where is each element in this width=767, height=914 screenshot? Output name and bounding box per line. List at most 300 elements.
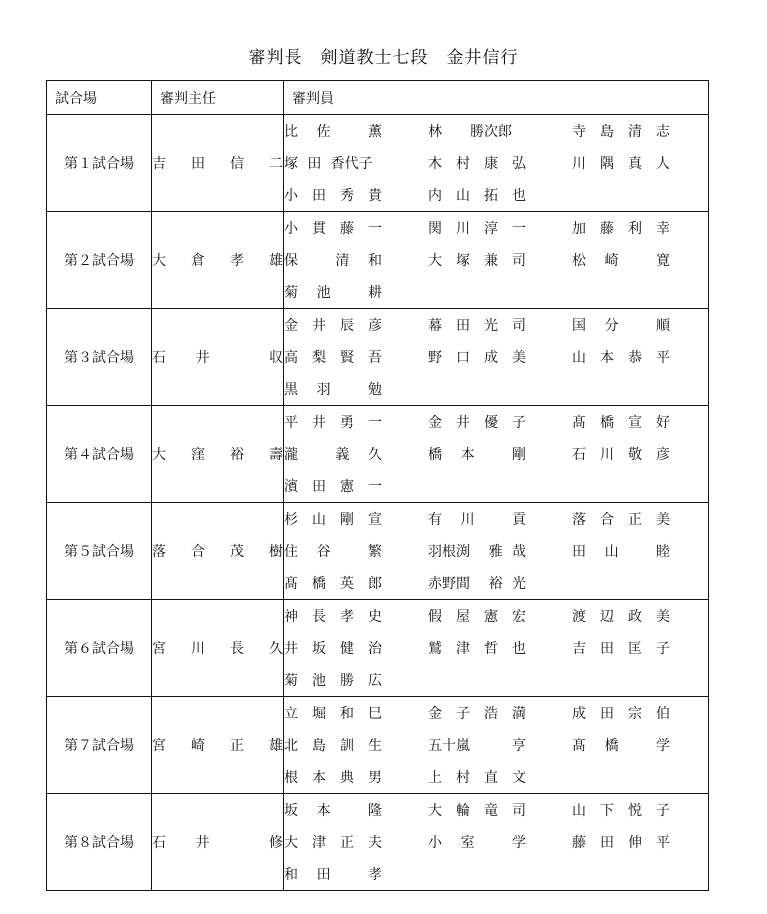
referee-name: [284, 670, 382, 690]
referee-name: [428, 800, 526, 820]
member-line: [284, 147, 708, 179]
name-char: 一: [368, 479, 382, 495]
name-char: 匡: [628, 641, 642, 657]
referee-name: [572, 347, 670, 367]
name-char: 菊: [284, 673, 298, 689]
name-char: 田: [312, 188, 326, 204]
referee-members: [284, 794, 709, 891]
referee-name: [428, 638, 526, 658]
name-char: 剛: [340, 512, 354, 528]
name-char: 輪: [456, 803, 470, 819]
referee-name: [284, 185, 382, 205]
referee-name: [572, 153, 670, 173]
name-char: 梨: [312, 350, 326, 366]
name-char: 剛: [511, 447, 526, 463]
name-char: 壽: [269, 447, 283, 463]
referee-name: [284, 800, 382, 820]
name-char: 正: [230, 738, 244, 754]
name-char: 典: [340, 770, 354, 786]
name-char: 髙: [572, 415, 586, 431]
name-char: 拓: [484, 188, 498, 204]
referee-name: [572, 541, 670, 561]
name-char: 田: [600, 835, 614, 851]
name-char: 清: [335, 253, 350, 269]
name-char: 井: [312, 415, 326, 431]
name-char: 石: [152, 350, 166, 366]
name-char: 平: [656, 835, 670, 851]
name-char: 山: [312, 512, 326, 528]
name-char: 伯: [656, 706, 670, 722]
name-char: 彦: [656, 447, 670, 463]
name-char: 修: [268, 835, 283, 851]
venue-name: 第３試合場: [47, 309, 152, 406]
name-char: 山: [456, 188, 470, 204]
name-char: 真: [628, 156, 642, 172]
referee-name: [428, 509, 526, 529]
name-char: 宣: [368, 512, 382, 528]
name-char: 金: [428, 706, 442, 722]
venue-name: 第１試合場: [47, 115, 152, 212]
name-char: 学: [511, 835, 526, 851]
referee-name: [284, 638, 382, 658]
chief-referee: [152, 212, 284, 309]
name-char: 文: [512, 770, 526, 786]
name-char: 田: [600, 641, 614, 657]
name-char: 吉: [572, 641, 586, 657]
name-char: 憲: [484, 609, 498, 625]
name-char: 満: [512, 706, 526, 722]
name-char: 落: [152, 544, 166, 560]
name-char: 田: [307, 156, 322, 172]
name-char: 敬: [628, 447, 642, 463]
referee-name: [284, 444, 382, 464]
referee-name: [284, 703, 382, 723]
referee-name: [428, 412, 526, 432]
name-char: 憲: [340, 479, 354, 495]
name-char: 睦: [655, 544, 670, 560]
name-char: 山: [604, 544, 619, 560]
name-char: 隅: [600, 156, 614, 172]
name-char: 竜: [484, 803, 498, 819]
name-char: 大: [152, 253, 166, 269]
venue-name: 第２試合場: [47, 212, 152, 309]
name-char: 司: [512, 803, 526, 819]
name-char: 本: [316, 803, 331, 819]
name-char: 羽根渕: [428, 544, 470, 560]
name-char: 也: [512, 188, 526, 204]
name-char: 倉: [191, 253, 205, 269]
name-char: 政: [628, 609, 642, 625]
name-char: 合: [600, 512, 614, 528]
name-char: 一: [368, 221, 382, 237]
member-line: [284, 503, 708, 535]
table-row: [47, 794, 709, 891]
name-char: 悦: [628, 803, 642, 819]
name-char: 濱: [284, 479, 298, 495]
chief-referee: [152, 503, 284, 600]
name-char: 本: [600, 350, 614, 366]
name-char: 川: [456, 221, 470, 237]
member-line: [284, 826, 708, 858]
name-char: 吉: [152, 156, 166, 172]
name-char: 哉: [511, 544, 526, 560]
name-char: 山: [572, 803, 586, 819]
referee-name: [572, 703, 670, 723]
referee-name: [284, 315, 382, 335]
name-char: 和: [340, 706, 354, 722]
referee-name: [284, 153, 382, 173]
referee-name: [284, 767, 382, 787]
table-row: [47, 212, 709, 309]
name-char: 亨: [512, 738, 526, 754]
referee-name: [572, 121, 670, 141]
name-char: 和: [284, 867, 298, 883]
venue-name: 第５試合場: [47, 503, 152, 600]
name-char: 平: [284, 415, 298, 431]
name-char: 成: [572, 706, 586, 722]
referee-name: [428, 250, 526, 270]
name-char: 清: [628, 124, 642, 140]
referee-name: [428, 541, 526, 561]
name-char: 石: [572, 447, 586, 463]
name-char: 健: [340, 641, 354, 657]
name-char: 杉: [284, 512, 298, 528]
name-char: 下: [600, 803, 614, 819]
name-char: 有: [428, 512, 442, 528]
chief-referee: [152, 309, 284, 406]
name-char: 伸: [628, 835, 642, 851]
referee-name: [284, 218, 382, 238]
name-char: 孝: [230, 253, 244, 269]
name-char: 訓: [340, 738, 354, 754]
name-char: 井: [195, 350, 210, 366]
header-members: 審判員: [284, 81, 709, 115]
name-char: 茂: [230, 544, 244, 560]
name-char: 根: [284, 770, 298, 786]
name-char: 井: [195, 835, 210, 851]
referee-name: [428, 703, 526, 723]
name-char: 藤: [600, 221, 614, 237]
name-char: 池: [312, 673, 326, 689]
name-char: 耕: [367, 285, 382, 301]
name-char: 大: [428, 803, 442, 819]
member-line: [284, 341, 708, 373]
referee-name: [572, 444, 670, 464]
page-title: 審判長 剣道教士七段 金井信行: [248, 48, 519, 68]
name-char: 谷: [316, 544, 331, 560]
name-char: 長: [230, 641, 244, 657]
name-char: 大: [428, 253, 442, 269]
referee-name: [284, 250, 382, 270]
name-char: 保: [284, 253, 298, 269]
name-char: 雄: [269, 253, 283, 269]
member-line: [284, 664, 708, 696]
name-char: 勝次郎: [470, 124, 512, 140]
referee-name: [284, 573, 382, 593]
name-char: 光: [511, 576, 526, 592]
name-char: 分: [604, 318, 619, 334]
name-char: 石: [152, 835, 166, 851]
name-char: 淳: [484, 221, 498, 237]
name-char: 賢: [340, 350, 354, 366]
name-char: 収: [268, 350, 283, 366]
member-line: [284, 373, 708, 405]
name-char: 治: [368, 641, 382, 657]
table-row: [47, 309, 709, 406]
member-line: [284, 858, 708, 890]
name-char: 井: [284, 641, 298, 657]
name-char: 塚: [456, 253, 470, 269]
name-char: 上: [428, 770, 442, 786]
chief-referee: [152, 115, 284, 212]
chief-referee: [152, 794, 284, 891]
referee-name: [284, 347, 382, 367]
referee-name: [284, 476, 382, 496]
table-row: [47, 503, 709, 600]
name-char: 崎: [604, 253, 619, 269]
name-char: 正: [340, 835, 354, 851]
name-char: 田: [316, 867, 331, 883]
name-char: 幕: [428, 318, 442, 334]
table-row: [47, 406, 709, 503]
name-char: 郎: [368, 576, 382, 592]
name-char: 島: [600, 124, 614, 140]
name-char: 広: [368, 673, 382, 689]
name-char: 吾: [368, 350, 382, 366]
referee-name: [572, 800, 670, 820]
referee-name: [572, 218, 670, 238]
name-char: 井: [312, 318, 326, 334]
name-char: 田: [456, 318, 470, 334]
name-char: 子: [512, 415, 526, 431]
name-char: 男: [368, 770, 382, 786]
member-line: [284, 179, 708, 211]
name-char: 内: [428, 188, 442, 204]
name-char: 住: [284, 544, 298, 560]
name-char: 正: [628, 512, 642, 528]
chief-referee: [152, 406, 284, 503]
name-char: 夫: [368, 835, 382, 851]
name-char: 美: [512, 350, 526, 366]
name-char: 繁: [367, 544, 382, 560]
name-char: 好: [656, 415, 670, 431]
name-char: 本: [460, 447, 475, 463]
name-char: 村: [456, 156, 470, 172]
referee-name: [284, 832, 382, 852]
name-char: 大: [284, 835, 298, 851]
chief-referee: [152, 697, 284, 794]
name-char: 和: [367, 253, 382, 269]
venue-name: 第４試合場: [47, 406, 152, 503]
name-char: 勝: [340, 673, 354, 689]
referee-name: [284, 282, 382, 302]
name-char: 秀: [340, 188, 354, 204]
member-line: [284, 115, 708, 147]
name-char: 孝: [367, 867, 382, 883]
name-char: 香代子: [330, 156, 373, 172]
name-char: 薫: [367, 124, 382, 140]
name-char: 坂: [312, 641, 326, 657]
name-char: 坂: [284, 803, 298, 819]
name-char: 義: [335, 447, 350, 463]
table-header-row: [47, 81, 709, 115]
member-line: [284, 794, 708, 826]
name-char: 巳: [368, 706, 382, 722]
name-char: 渡: [572, 609, 586, 625]
name-char: 也: [512, 641, 526, 657]
name-char: 立: [284, 706, 298, 722]
name-char: 生: [368, 738, 382, 754]
name-char: 宣: [628, 415, 642, 431]
referee-name: [428, 185, 526, 205]
member-line: [284, 567, 708, 599]
name-char: 平: [656, 350, 670, 366]
member-line: [284, 470, 708, 502]
name-char: 美: [656, 512, 670, 528]
name-char: 藤: [340, 221, 354, 237]
name-char: 合: [191, 544, 205, 560]
name-char: 山: [572, 350, 586, 366]
name-char: 橋: [428, 447, 442, 463]
name-char: 堀: [312, 706, 326, 722]
referee-table: [46, 80, 709, 891]
name-char: 久: [269, 641, 283, 657]
name-char: 恭: [628, 350, 642, 366]
name-char: 黒: [284, 382, 298, 398]
referee-name: [572, 638, 670, 658]
referee-members: [284, 503, 709, 600]
name-char: 池: [316, 285, 331, 301]
venue-name: 第７試合場: [47, 697, 152, 794]
name-char: 長: [312, 609, 326, 625]
name-char: 川: [600, 447, 614, 463]
name-char: 子: [656, 641, 670, 657]
member-line: [284, 761, 708, 793]
referee-members: [284, 406, 709, 503]
name-char: 津: [312, 835, 326, 851]
name-char: 樹: [269, 544, 283, 560]
name-char: 橋: [600, 415, 614, 431]
name-char: 彦: [368, 318, 382, 334]
member-line: [284, 309, 708, 341]
name-char: 木: [428, 156, 442, 172]
name-char: 林: [428, 124, 442, 140]
name-char: 利: [628, 221, 642, 237]
name-char: 津: [456, 641, 470, 657]
name-char: 菊: [284, 285, 298, 301]
member-line: [284, 276, 708, 308]
name-char: 貫: [312, 221, 326, 237]
name-char: 赤野間: [428, 576, 470, 592]
referee-members: [284, 600, 709, 697]
referee-name: [428, 218, 526, 238]
referee-members: [284, 212, 709, 309]
name-char: 久: [367, 447, 382, 463]
referee-members: [284, 697, 709, 794]
member-line: [284, 535, 708, 567]
name-char: 貴: [368, 188, 382, 204]
name-char: 川: [191, 641, 205, 657]
referee-name: [284, 735, 382, 755]
name-char: 川: [572, 156, 586, 172]
name-char: 金: [284, 318, 298, 334]
venue-name: 第６試合場: [47, 600, 152, 697]
referee-name: [428, 606, 526, 626]
referee-name: [428, 832, 526, 852]
name-char: 宏: [512, 609, 526, 625]
name-char: 室: [460, 835, 475, 851]
referee-name: [284, 412, 382, 432]
table-row: [47, 600, 709, 697]
name-char: 本: [312, 770, 326, 786]
name-char: 塚: [284, 156, 298, 172]
name-char: 辰: [340, 318, 354, 334]
name-char: 雄: [269, 738, 283, 754]
name-char: 美: [656, 609, 670, 625]
name-char: 宮: [152, 738, 166, 754]
referee-name: [284, 606, 382, 626]
name-char: 島: [312, 738, 326, 754]
referee-name: [428, 347, 526, 367]
member-line: [284, 244, 708, 276]
name-char: 孝: [340, 609, 354, 625]
member-line: [284, 406, 708, 438]
name-char: 小: [284, 188, 298, 204]
referee-name: [428, 573, 526, 593]
name-char: 川: [460, 512, 475, 528]
name-char: 英: [340, 576, 354, 592]
referee-members: [284, 309, 709, 406]
referee-name: [572, 315, 670, 335]
name-char: 鷲: [428, 641, 442, 657]
member-line: [284, 438, 708, 470]
name-char: 隆: [367, 803, 382, 819]
name-char: 寺: [572, 124, 586, 140]
name-char: 藤: [572, 835, 586, 851]
venue-name: 第８試合場: [47, 794, 152, 891]
table-row: [47, 115, 709, 212]
name-char: 金: [428, 415, 442, 431]
referee-name: [284, 121, 382, 141]
member-line: [284, 697, 708, 729]
name-char: 口: [456, 350, 470, 366]
name-char: 宮: [152, 641, 166, 657]
name-char: 二: [269, 156, 283, 172]
name-char: 裕: [488, 576, 503, 592]
name-char: 崎: [191, 738, 205, 754]
name-char: 関: [428, 221, 442, 237]
referee-name: [284, 379, 382, 399]
name-char: 加: [572, 221, 586, 237]
name-char: 高: [284, 350, 298, 366]
referee-name: [572, 412, 670, 432]
name-char: 羽: [316, 382, 331, 398]
name-char: 勇: [340, 415, 354, 431]
header-chief: 審判主任: [152, 81, 284, 115]
name-char: 髙: [572, 738, 586, 754]
name-char: 弘: [512, 156, 526, 172]
name-char: 浩: [484, 706, 498, 722]
referee-members: [284, 115, 709, 212]
name-char: 村: [456, 770, 470, 786]
referee-name: [572, 509, 670, 529]
name-char: 假: [428, 609, 442, 625]
member-line: [284, 212, 708, 244]
name-char: 子: [656, 803, 670, 819]
name-char: 子: [456, 706, 470, 722]
name-char: 野: [428, 350, 442, 366]
name-char: 幸: [656, 221, 670, 237]
